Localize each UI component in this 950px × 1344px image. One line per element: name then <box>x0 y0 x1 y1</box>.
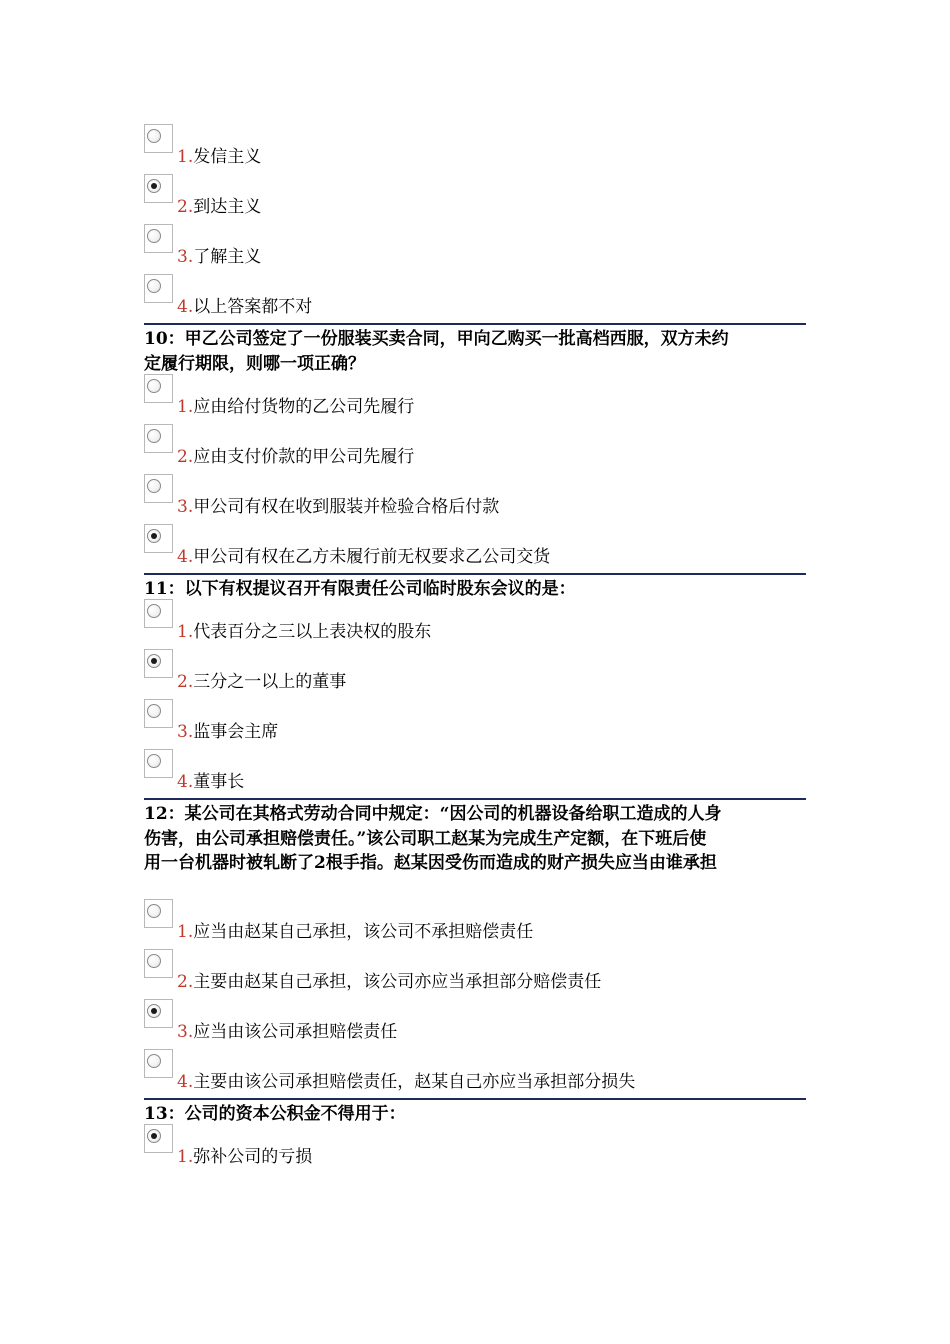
option-text: 弥补公司的亏损 <box>193 1147 313 1167</box>
question-line <box>144 327 809 352</box>
radio-icon[interactable] <box>147 1129 161 1143</box>
option-text: 以上答案都不对 <box>193 297 313 317</box>
question-line-1: 甲乙公司签定了一份服装买卖合同，甲向乙购买一批高档西服，双方未约 <box>184 329 729 349</box>
radio-frame <box>144 274 173 303</box>
option-number: 3. <box>177 722 194 742</box>
radio-icon[interactable] <box>147 604 161 618</box>
option-number: 1. <box>177 922 194 942</box>
question-divider <box>144 323 806 325</box>
option-text: 应由支付价款的甲公司先履行 <box>193 447 415 467</box>
option-label <box>177 396 414 418</box>
question-divider <box>144 573 806 575</box>
option-text: 董事长 <box>193 772 245 792</box>
radio-frame <box>144 174 173 203</box>
radio-icon[interactable] <box>147 1004 161 1018</box>
radio-frame <box>144 749 173 778</box>
option-number: 1. <box>177 622 194 642</box>
radio-icon[interactable] <box>147 904 161 918</box>
option-label <box>177 246 261 268</box>
option-text: 代表百分之三以上表决权的股东 <box>193 622 432 642</box>
option-label <box>177 1146 312 1168</box>
radio-frame <box>144 699 173 728</box>
option-text: 甲公司有权在乙方未履行前无权要求乙公司交货 <box>193 547 551 567</box>
option-number: 3. <box>177 247 194 267</box>
question-line-3: 用一台机器时被轧断了2根手指。赵某因受伤而造成的财产损失应当由谁承担 <box>144 853 717 873</box>
option-number: 1. <box>177 397 194 417</box>
option-text: 应当由该公司承担赔偿责任 <box>193 1022 398 1042</box>
option-text: 应由给付货物的乙公司先履行 <box>193 397 415 417</box>
question-line <box>144 802 809 827</box>
radio-icon[interactable] <box>147 129 161 143</box>
option-number: 2. <box>177 672 194 692</box>
option-label <box>177 296 312 318</box>
radio-frame <box>144 649 173 678</box>
option-label <box>177 971 601 993</box>
question-line-1: 以下有权提议召开有限责任公司临时股东会议的是： <box>184 579 576 599</box>
option-text: 甲公司有权在收到服装并检验合格后付款 <box>193 497 500 517</box>
question-number: 11： <box>144 579 185 599</box>
question-10-text <box>144 327 809 376</box>
option-text: 了解主义 <box>193 247 262 267</box>
question-number: 10： <box>144 329 185 349</box>
option-number: 4. <box>177 1072 194 1092</box>
radio-icon[interactable] <box>147 1054 161 1068</box>
radio-frame <box>144 524 173 553</box>
radio-frame <box>144 374 173 403</box>
option-label <box>177 621 431 643</box>
option-label <box>177 1071 635 1093</box>
radio-icon[interactable] <box>147 704 161 718</box>
radio-frame <box>144 949 173 978</box>
option-number: 2. <box>177 197 194 217</box>
option-label <box>177 546 550 568</box>
option-number: 3. <box>177 1022 194 1042</box>
option-text: 到达主义 <box>193 197 262 217</box>
radio-icon[interactable] <box>147 754 161 768</box>
question-number: 13： <box>144 1104 185 1124</box>
option-label <box>177 721 278 743</box>
option-text: 三分之一以上的董事 <box>193 672 347 692</box>
radio-frame <box>144 224 173 253</box>
option-number: 4. <box>177 547 194 567</box>
question-11-text <box>144 577 809 602</box>
question-line <box>144 1102 809 1127</box>
option-text: 应当由赵某自己承担，该公司不承担赔偿责任 <box>193 922 534 942</box>
radio-frame <box>144 424 173 453</box>
question-line-2: 定履行期限，则哪一项正确？ <box>144 353 365 374</box>
radio-frame <box>144 599 173 628</box>
radio-frame <box>144 474 173 503</box>
option-label <box>177 1021 397 1043</box>
option-number: 3. <box>177 497 194 517</box>
radio-icon[interactable] <box>147 429 161 443</box>
option-label <box>177 771 244 793</box>
radio-icon[interactable] <box>147 654 161 668</box>
radio-frame <box>144 1124 173 1153</box>
radio-frame <box>144 999 173 1028</box>
option-text: 主要由赵某自己承担，该公司亦应当承担部分赔偿责任 <box>193 972 602 992</box>
option-number: 4. <box>177 297 194 317</box>
option-label <box>177 446 414 468</box>
radio-icon[interactable] <box>147 229 161 243</box>
option-text: 监事会主席 <box>193 722 279 742</box>
option-number: 4. <box>177 772 194 792</box>
radio-frame <box>144 899 173 928</box>
option-label <box>177 496 499 518</box>
option-text: 主要由该公司承担赔偿责任，赵某自己亦应当承担部分损失 <box>193 1072 636 1092</box>
option-number: 2. <box>177 972 194 992</box>
question-line-1: 公司的资本公积金不得用于： <box>184 1104 406 1124</box>
option-number: 1. <box>177 1147 194 1167</box>
question-number: 12： <box>144 804 185 824</box>
option-text: 发信主义 <box>193 147 262 167</box>
radio-icon[interactable] <box>147 529 161 543</box>
question-13-text <box>144 1102 809 1127</box>
radio-frame <box>144 1049 173 1078</box>
radio-icon[interactable] <box>147 954 161 968</box>
option-number: 1. <box>177 147 194 167</box>
radio-icon[interactable] <box>147 279 161 293</box>
question-divider <box>144 1098 806 1100</box>
option-label <box>177 196 261 218</box>
radio-frame <box>144 124 173 153</box>
option-label <box>177 146 261 168</box>
question-line-1: 某公司在其格式劳动合同中规定：“因公司的机器设备给职工造成的人身 <box>184 804 722 824</box>
question-divider <box>144 798 806 800</box>
radio-icon[interactable] <box>147 379 161 393</box>
radio-icon[interactable] <box>147 179 161 193</box>
question-12-text <box>144 802 809 876</box>
option-number: 2. <box>177 447 194 467</box>
option-label <box>177 671 346 693</box>
radio-icon[interactable] <box>147 479 161 493</box>
question-line-2: 伤害，由公司承担赔偿责任。”该公司职工赵某为完成生产定额，在下班后使 <box>144 828 707 849</box>
question-line <box>144 577 809 602</box>
option-label <box>177 921 533 943</box>
